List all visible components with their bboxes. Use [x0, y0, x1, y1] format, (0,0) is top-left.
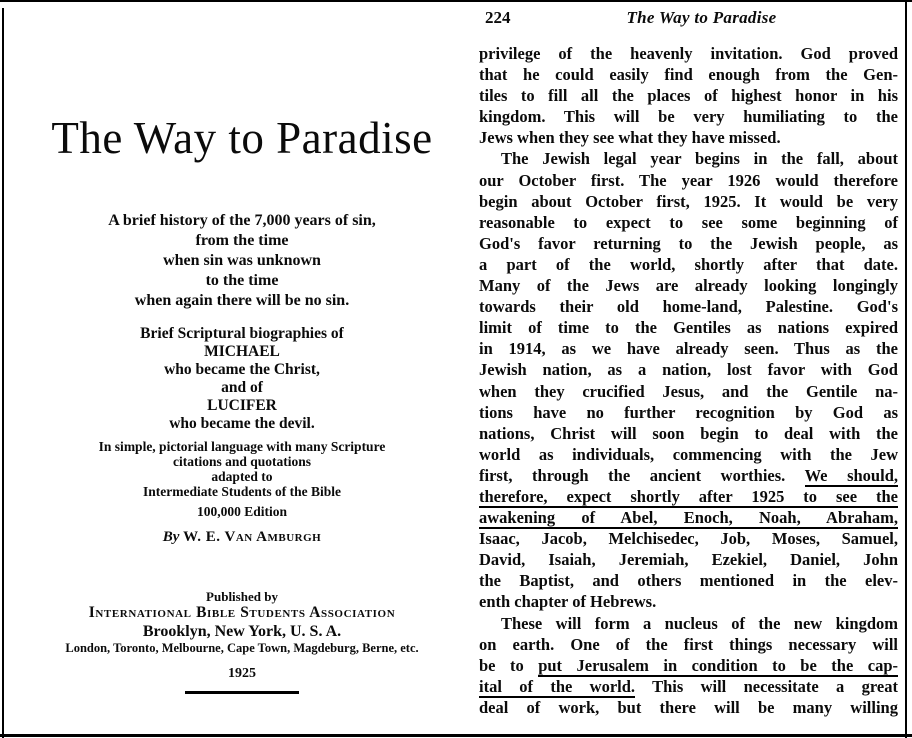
underlined-text: therefore, expect shortly after 1925 to see the [479, 486, 898, 506]
body-text-line: a part of the world, shortly after that date. [479, 254, 898, 274]
byline-prefix: By [162, 529, 180, 545]
description-line: In simple, pictorial language with many Scripture [98, 439, 386, 454]
body-text-line: Many of the Jews are already looking longingly [479, 276, 898, 296]
body-text-line: in 1914, as we have already seen. Thus as the [479, 339, 898, 359]
text-page [479, 8, 898, 718]
body-text-line: nations, Christ will soon begin to deal with the [479, 423, 898, 443]
publication-year: 1925 [228, 666, 256, 681]
description-line: adapted to [211, 469, 273, 484]
page-number: 224 [485, 8, 511, 27]
scan-border-right [905, 0, 907, 738]
body-text-line: begin about October first, 1925. It would be very [479, 191, 898, 211]
body-text-line: kingdom. This will be very humiliating to the [479, 107, 898, 127]
body-text-line [479, 507, 898, 528]
subtitle-line: when sin was unknown [163, 252, 321, 269]
body-text-line: David, Isaiah, Jeremiah, Ezekiel, Daniel, John [479, 550, 898, 570]
body-text-line: when they crucified Jesus, and the Gentile na- [479, 381, 898, 401]
subtitle-line: when again there will be no sin. [134, 292, 350, 309]
body-text-line: Isaac, Jacob, Melchisedec, Job, Moses, Samuel, [479, 529, 898, 549]
publisher-block [28, 589, 456, 656]
scan-border-left [2, 8, 4, 738]
biography-line: MICHAEL [204, 343, 280, 360]
body-text-line: deal of work, but there will be many willing [479, 697, 898, 717]
body-text-line: Jews when they see what they have missed. [479, 128, 781, 148]
publisher-cities: London, Toronto, Melbourne, Cape Town, Magdeburg, Berne, etc. [65, 641, 419, 655]
biographies-block [28, 325, 456, 433]
body-text-line: God's favor returning to the Jewish people, as [479, 233, 898, 253]
title-page-rule [185, 691, 299, 694]
biography-line: and of [221, 379, 263, 396]
subtitle-line: to the time [205, 272, 279, 289]
biography-line: who became the Christ, [164, 361, 320, 378]
description-block [28, 439, 456, 499]
underlined-text: ital of the world. [479, 676, 636, 696]
publisher-label: Published by [206, 589, 278, 604]
body-text-line: ital of the world. This will necessitate a great [479, 676, 898, 696]
biography-line: Brief Scriptural biographies of [140, 325, 344, 342]
body-text-line: the Baptist, and others mentioned in the elev- [479, 571, 898, 591]
subtitle-line: from the time [195, 232, 289, 249]
body-text-line: on earth. One of the first things necessary will [479, 634, 898, 654]
byline [28, 528, 456, 547]
body-text-line: be to put Jerusalem in condition to be the cap- [479, 655, 898, 675]
publisher-name: International Bible Students Association [88, 604, 396, 621]
body-text-line: enth chapter of Hebrews. [479, 592, 657, 612]
body-text-line: tions have no further recognition by God as [479, 402, 898, 422]
body-text-line: These will form a nucleus of the new kingdom [501, 613, 898, 633]
body-text-line: privilege of the heavenly invitation. God proved [479, 44, 898, 63]
scan-border-bottom [0, 734, 912, 737]
body-text-line: that he could easily find enough from the Gen- [479, 65, 898, 85]
subtitle-line: A brief history of the 7,000 years of sin, [108, 212, 376, 229]
body-text-line: The Jewish legal year begins in the fall, about [501, 149, 898, 169]
description-line: citations and quotations [172, 454, 312, 469]
byline-author-name: W. E. Van Amburgh [183, 529, 322, 545]
running-title: The Way to Paradise [626, 8, 777, 27]
description-line: Intermediate Students of the Bible [143, 484, 341, 499]
edition-line: 100,000 Edition [196, 504, 288, 519]
body-text-line: Jewish nation, as a nation, lost favor with God [479, 360, 898, 380]
biography-line: LUCIFER [207, 397, 277, 414]
body-text-line: our October first. The year 1926 would therefore [479, 170, 898, 190]
body-text-line: limit of time to the Gentiles as nations expired [479, 318, 898, 338]
body-text [479, 43, 898, 718]
book-title: The Way to Paradise [51, 113, 433, 163]
body-text-line [479, 486, 898, 507]
body-text-line: world as individuals, commencing with the Jew [479, 444, 898, 464]
body-text-line: towards their old home-land, Palestine. God's [479, 297, 898, 317]
publisher-address: Brooklyn, New York, U. S. A. [142, 623, 342, 640]
body-text-line: tiles to fill all the places of highest honor in his [479, 86, 898, 106]
underlined-text: awakening of Abel, Enoch, Noah, Abraham, [479, 508, 898, 528]
biography-line: who became the devil. [169, 415, 315, 432]
body-text-line: reasonable to expect to see some beginning of [479, 212, 898, 232]
body-text-line: first, through the ancient worthies. We should, [479, 465, 898, 485]
underlined-text: We should, [804, 465, 898, 485]
running-head [479, 8, 898, 28]
underlined-text: put Jerusalem in condition to be the cap- [538, 655, 898, 675]
title-page [28, 0, 456, 694]
subtitle-block [28, 211, 456, 311]
